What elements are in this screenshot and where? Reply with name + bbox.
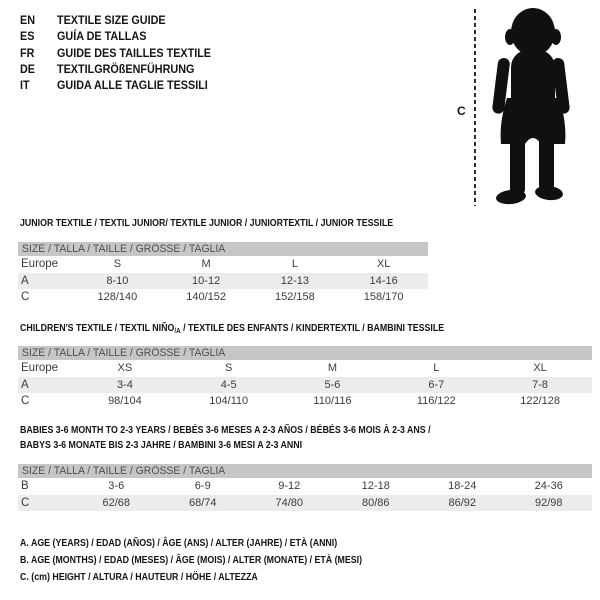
value-cell: 6-9	[194, 480, 211, 493]
table-row	[18, 360, 592, 377]
value-cell: 122/128	[520, 395, 560, 408]
value-cell: XL	[533, 362, 547, 375]
value-cell: 62/68	[102, 496, 131, 509]
value-cell: 8-10	[106, 274, 129, 287]
table-row	[18, 256, 428, 273]
row-label-cell: B	[21, 480, 29, 493]
row-label-cell: Europe	[21, 258, 59, 271]
value-cell: 98/104	[108, 395, 142, 408]
babies-section-title	[20, 423, 431, 453]
size-header-bar	[18, 242, 428, 256]
value-cell: 110/116	[313, 395, 352, 408]
babies-size-table	[18, 464, 592, 511]
language-code: ES	[20, 29, 35, 44]
table-row	[18, 289, 428, 306]
language-title-list	[20, 12, 228, 93]
language-row	[20, 12, 228, 28]
table-body	[18, 360, 592, 410]
size-header-label: SIZE / TALLA / TAILLE / GRÖSSE / TAGLIA	[22, 465, 226, 477]
size-header-bar	[18, 346, 592, 360]
table-body	[18, 256, 428, 306]
size-header-label: SIZE / TALLA / TAILLE / GRÖSSE / TAGLIA	[22, 347, 226, 359]
baby-silhouette-image	[483, 6, 577, 206]
children-title-subscript: /A	[174, 326, 181, 335]
value-cell: 86/92	[448, 496, 477, 509]
junior-section-title: JUNIOR TEXTILE / TEXTIL JUNIOR/ TEXTILE JUNIOR / JUNIORTEXTIL / JUNIOR TESSILE	[20, 217, 394, 229]
value-cell: M	[201, 258, 211, 271]
value-cell: 92/98	[534, 496, 563, 509]
value-cell: 80/86	[361, 496, 390, 509]
language-code: FR	[20, 45, 35, 60]
size-header-label: SIZE / TALLA / TAILLE / GRÖSSE / TAGLIA	[22, 243, 226, 255]
footnote-a: A. AGE (YEARS) / EDAD (AÑOS) / ÂGE (ANS) / ALTER (JAHRE) / ETÀ (ANNI)	[20, 537, 338, 549]
table-row	[18, 478, 592, 495]
row-label-cell: Europe	[21, 362, 59, 375]
table-row	[18, 393, 592, 410]
value-cell: 128/140	[97, 291, 138, 304]
table-body	[18, 478, 592, 511]
size-header-bar	[18, 464, 592, 478]
value-cell: 158/170	[363, 291, 404, 304]
row-label-cell: A	[21, 274, 29, 287]
legend-footnotes	[20, 535, 427, 586]
language-code: IT	[20, 78, 30, 93]
value-cell: 14-16	[369, 274, 398, 287]
height-measure-dashed-line	[474, 9, 476, 206]
children-section-title	[20, 321, 444, 338]
value-cell: 12-18	[361, 480, 390, 493]
value-cell: 74/80	[275, 496, 304, 509]
row-label-cell: A	[21, 378, 29, 391]
row-label-cell: C	[21, 291, 30, 304]
value-cell: XS	[117, 362, 133, 375]
value-cell: L	[291, 258, 298, 271]
value-cell: 116/122	[416, 395, 456, 408]
value-cell: 9-12	[278, 480, 301, 493]
value-cell: 18-24	[448, 480, 477, 493]
value-cell: 140/152	[186, 291, 226, 304]
value-cell: 12-13	[280, 274, 309, 287]
babies-title-line-2: BABYS 3-6 MONATE BIS 2-3 JAHRE / BAMBINI 3-6 MESI A 2-3 ANNI	[20, 439, 303, 451]
language-row	[20, 77, 228, 93]
value-cell: S	[225, 362, 233, 375]
value-cell: 3-6	[108, 480, 125, 493]
value-cell: L	[433, 362, 440, 375]
language-row	[20, 45, 228, 61]
value-cell: XL	[376, 258, 391, 271]
value-cell: S	[113, 258, 122, 271]
value-cell: 152/158	[274, 291, 315, 304]
table-row	[18, 273, 428, 290]
table-row	[18, 377, 592, 394]
children-title-suffix: / TEXTILE DES ENFANTS / KINDERTEXTIL / BAMBINI TESSILE	[180, 322, 445, 334]
value-cell: M	[327, 362, 338, 375]
value-cell: 4-5	[220, 378, 237, 391]
value-cell: 68/74	[188, 496, 217, 509]
language-code: DE	[20, 62, 36, 77]
value-cell: 5-6	[324, 378, 341, 391]
language-row	[20, 61, 228, 77]
language-title: TEXTILGRÖßENFÜHRUNG	[57, 62, 195, 77]
children-size-table	[18, 346, 592, 410]
value-cell: 10-12	[192, 274, 221, 287]
language-title: GUÍA DE TALLAS	[57, 29, 147, 44]
language-title: TEXTILE SIZE GUIDE	[57, 13, 166, 28]
language-title: GUIDE DES TAILLES TEXTILE	[57, 45, 212, 60]
junior-size-table	[18, 242, 428, 306]
height-measure-label: C	[457, 104, 466, 118]
children-title-prefix: CHILDREN'S TEXTILE / TEXTIL NIÑO	[20, 322, 175, 334]
value-cell: 7-8	[532, 378, 549, 391]
value-cell: 24-36	[534, 480, 563, 493]
value-cell: 104/110	[209, 395, 249, 408]
babies-title-line-1: BABIES 3-6 MONTH TO 2-3 YEARS / BEBÉS 3-6 MESES A 2-3 AÑOS / BÉBÉS 3-6 MOIS À 2-3 ANS /	[20, 424, 431, 436]
footnote-b: B. AGE (MONTHS) / EDAD (MESES) / ÂGE (MOIS) / ALTER (MONATE) / ETÀ (MESI)	[20, 554, 363, 566]
language-row	[20, 28, 228, 44]
language-code: EN	[20, 13, 36, 28]
value-cell: 6-7	[428, 378, 445, 391]
value-cell: 3-4	[116, 378, 133, 391]
language-title: GUIDA ALLE TAGLIE TESSILI	[57, 78, 208, 93]
row-label-cell: C	[21, 496, 30, 509]
table-row	[18, 495, 592, 512]
row-label-cell: C	[21, 395, 30, 408]
footnote-c: C. (cm) HEIGHT / ALTURA / HAUTEUR / HÖHE / ALTEZZA	[20, 571, 258, 583]
